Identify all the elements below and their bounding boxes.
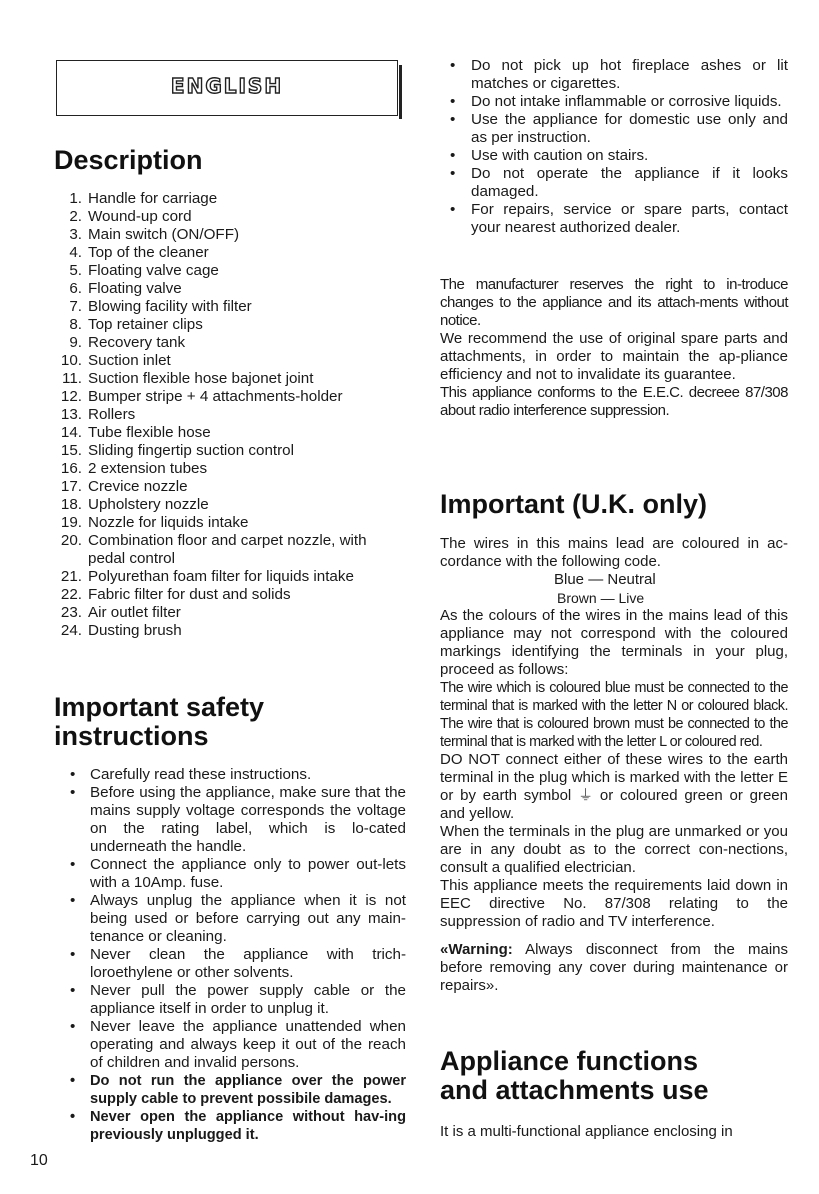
eec-note: This appliance conforms to the E.E.C. decreee 87/308 about radio interference suppression. [440,384,788,419]
parts-list-item [54,280,406,298]
functions-heading-line2: and attachments use [440,1075,709,1105]
uk-paragraph-5: This appliance meets the requirements laid down in EEC directive No. 87/308 relating to the suppression of radio and TV interference. [440,877,788,930]
page-number: 10 [30,1152,48,1169]
item-number: 22. [60,586,82,603]
item-number: 23. [60,604,82,621]
item-label: Sliding fingertip suction control [88,442,294,459]
item-number: 12. [60,388,82,405]
item-number: 2. [69,208,82,225]
parts-list-item [54,424,406,442]
parts-list-item [54,460,406,478]
item-label: Rollers [88,406,136,423]
safety-item: • Always unplug the appliance when it is not being used or before carrying out any main-tenance or cleaning. [60,892,406,946]
uk-paragraph-3-start: DO NOT connect either of these wires to the earth terminal in the plug which is marked with the letter E or by earth symbol [440,751,788,804]
code-blue: Blue — Neutral [554,571,656,588]
parts-list [54,190,406,640]
item-label: Suction flexible hose bajonet joint [88,370,314,387]
item-label: Handle for carriage [88,190,218,207]
code-brown: Brown — Live [557,590,645,606]
item-label: Floating valve [88,280,182,297]
item-number: 4. [69,244,82,261]
item-label: Wound-up cord [88,208,192,225]
item-label: Crevice nozzle [88,478,188,495]
item-number: 20. [60,532,82,549]
safety-heading-line1: Important safety [54,692,265,722]
safety-item: • Do not operate the appliance if it looks damaged. [440,165,788,201]
item-number: 18. [60,496,82,513]
item-label: Bumper stripe + 4 attachments-holder [88,388,343,405]
parts-list-item [54,298,406,316]
item-number: 24. [60,622,82,639]
item-number: 3. [69,226,82,243]
item-label: Suction inlet [88,352,171,369]
item-number: 10. [60,352,82,369]
safety-item: • Use the appliance for domestic use only and as per instruction. [440,111,788,147]
safety-item: • For repairs, service or spare parts, contact your nearest authorized dealer. [440,201,788,237]
item-label: 2 extension tubes [88,460,208,477]
manufacturer-note: The manufacturer reserves the right to in-troduce changes to the appliance and its attach-ments without notice. [440,276,788,329]
item-label: Top retainer clips [88,316,203,333]
parts-list-item [54,586,406,604]
item-label: Fabric filter for dust and solids [88,586,291,603]
safety-item: • Never pull the power supply cable or the appliance itself in order to unplug it. [60,982,406,1018]
item-label: Floating valve cage [88,262,219,279]
item-number: 15. [60,442,82,459]
item-label: Air outlet filter [88,604,181,621]
safety-item: • Connect the appliance only to power out-lets with a 10Amp. fuse. [60,856,406,892]
recommend-note: We recommend the use of original spare parts and attachments, in order to maintain the ap-pliance efficiency and not to invalidate its guarantee. [440,330,788,383]
warning-text: Always disconnect from the mains before removing any cover during maintenance or repairs». [440,941,789,994]
item-number: 1. [69,190,82,207]
parts-list-item [54,262,406,280]
safety-item: • Never clean the appliance with trich-loroethylene or other solvents. [60,946,406,982]
item-label: Polyurethan foam filter for liquids intake [88,568,354,585]
item-label: Tube flexible hose [88,424,211,441]
parts-list-item [54,334,406,352]
warning-paragraph [440,941,788,995]
item-label: Blowing facility with filter [88,298,252,315]
item-number: 9. [69,334,82,351]
parts-list-item [54,406,406,424]
uk-paragraph-3 [440,751,788,823]
parts-list-item [54,568,406,586]
safety-item: • Use with caution on stairs. [440,147,788,165]
uk-intro: The wires in this mains lead are coloured in ac-cordance with the following code. [440,535,788,570]
description-heading: Description [54,145,203,175]
parts-list-item [54,622,406,640]
item-label: Nozzle for liquids intake [88,514,249,531]
item-number: 16. [60,460,82,477]
uk-paragraph-1: As the colours of the wires in the mains lead of this appliance may not correspond with the coloured markings identifying the terminals in your plug, proceed as follows: [440,607,788,678]
item-number: 8. [69,316,82,333]
parts-list-item [54,496,406,514]
functions-intro: It is a multi-functional appliance enclosing in [440,1123,733,1140]
safety-item: • Never open the appliance without hav-ing previously unplugged it. [60,1108,406,1144]
warning-label: «Warning: [440,941,513,958]
item-number: 14. [60,424,82,441]
uk-paragraph-3-end: or coloured green or green and yellow. [440,787,788,822]
item-number: 21. [60,568,82,585]
parts-list-item [54,442,406,460]
parts-list-item [54,208,406,226]
functions-heading-line1: Appliance functions [440,1046,699,1076]
parts-list-item [54,604,406,622]
parts-list-item [54,514,406,532]
item-number: 6. [69,280,82,297]
parts-list-item [54,478,406,496]
uk-heading: Important (U.K. only) [440,489,707,519]
parts-list-item [54,388,406,406]
item-number: 5. [69,262,82,279]
parts-list-item [54,190,406,208]
parts-list-item [54,244,406,262]
item-number: 7. [69,298,82,315]
uk-paragraph-2: The wire which is coloured blue must be connected to the terminal that is marked with the letter N or coloured black. The wire that is coloured brown must be connected to the terminal that is marked with the letter L or coloured red. [440,680,788,750]
item-number: 11. [62,370,82,387]
safety-item: • Do not pick up hot fireplace ashes or lit matches or cigarettes. [440,57,788,93]
safety-list [60,766,406,1144]
parts-list-item [54,532,406,568]
item-number: 19. [60,514,82,531]
language-banner [56,60,398,116]
item-label: Dusting brush [88,622,182,639]
earth-symbol-icon: ⏚ [578,787,594,804]
safety-item: • Before using the appliance, make sure that the mains supply voltage corresponds the voltage on the rating label, which is lo-cated underneath the handle. [60,784,406,856]
parts-list-item [54,226,406,244]
item-label: Combination floor and carpet nozzle, with pedal control [88,532,367,567]
item-label: Top of the cleaner [88,244,209,261]
item-label: Main switch (ON/OFF) [88,226,240,243]
parts-list-item [54,370,406,388]
safety-item: • Do not intake inflammable or corrosive liquids. [440,93,788,111]
language-label: ENGLISH [170,74,284,98]
safety-list-continued [440,57,788,237]
safety-heading-line2: instructions [54,721,209,751]
parts-list-item [54,316,406,334]
item-number: 17. [60,478,82,495]
item-label: Recovery tank [88,334,186,351]
item-label: Upholstery nozzle [88,496,209,513]
safety-item: • Do not run the appliance over the power supply cable to prevent possibile damages. [60,1072,406,1108]
item-number: 13. [60,406,82,423]
safety-item: • Never leave the appliance unattended when operating and always keep it out of the reach of children and invalid persons. [60,1018,406,1072]
parts-list-item [54,352,406,370]
uk-paragraph-4: When the terminals in the plug are unmarked or you are in any doubt as to the correct con-nections, consult a qualified electrician. [440,823,788,876]
safety-item: • Carefully read these instructions. [60,766,406,784]
